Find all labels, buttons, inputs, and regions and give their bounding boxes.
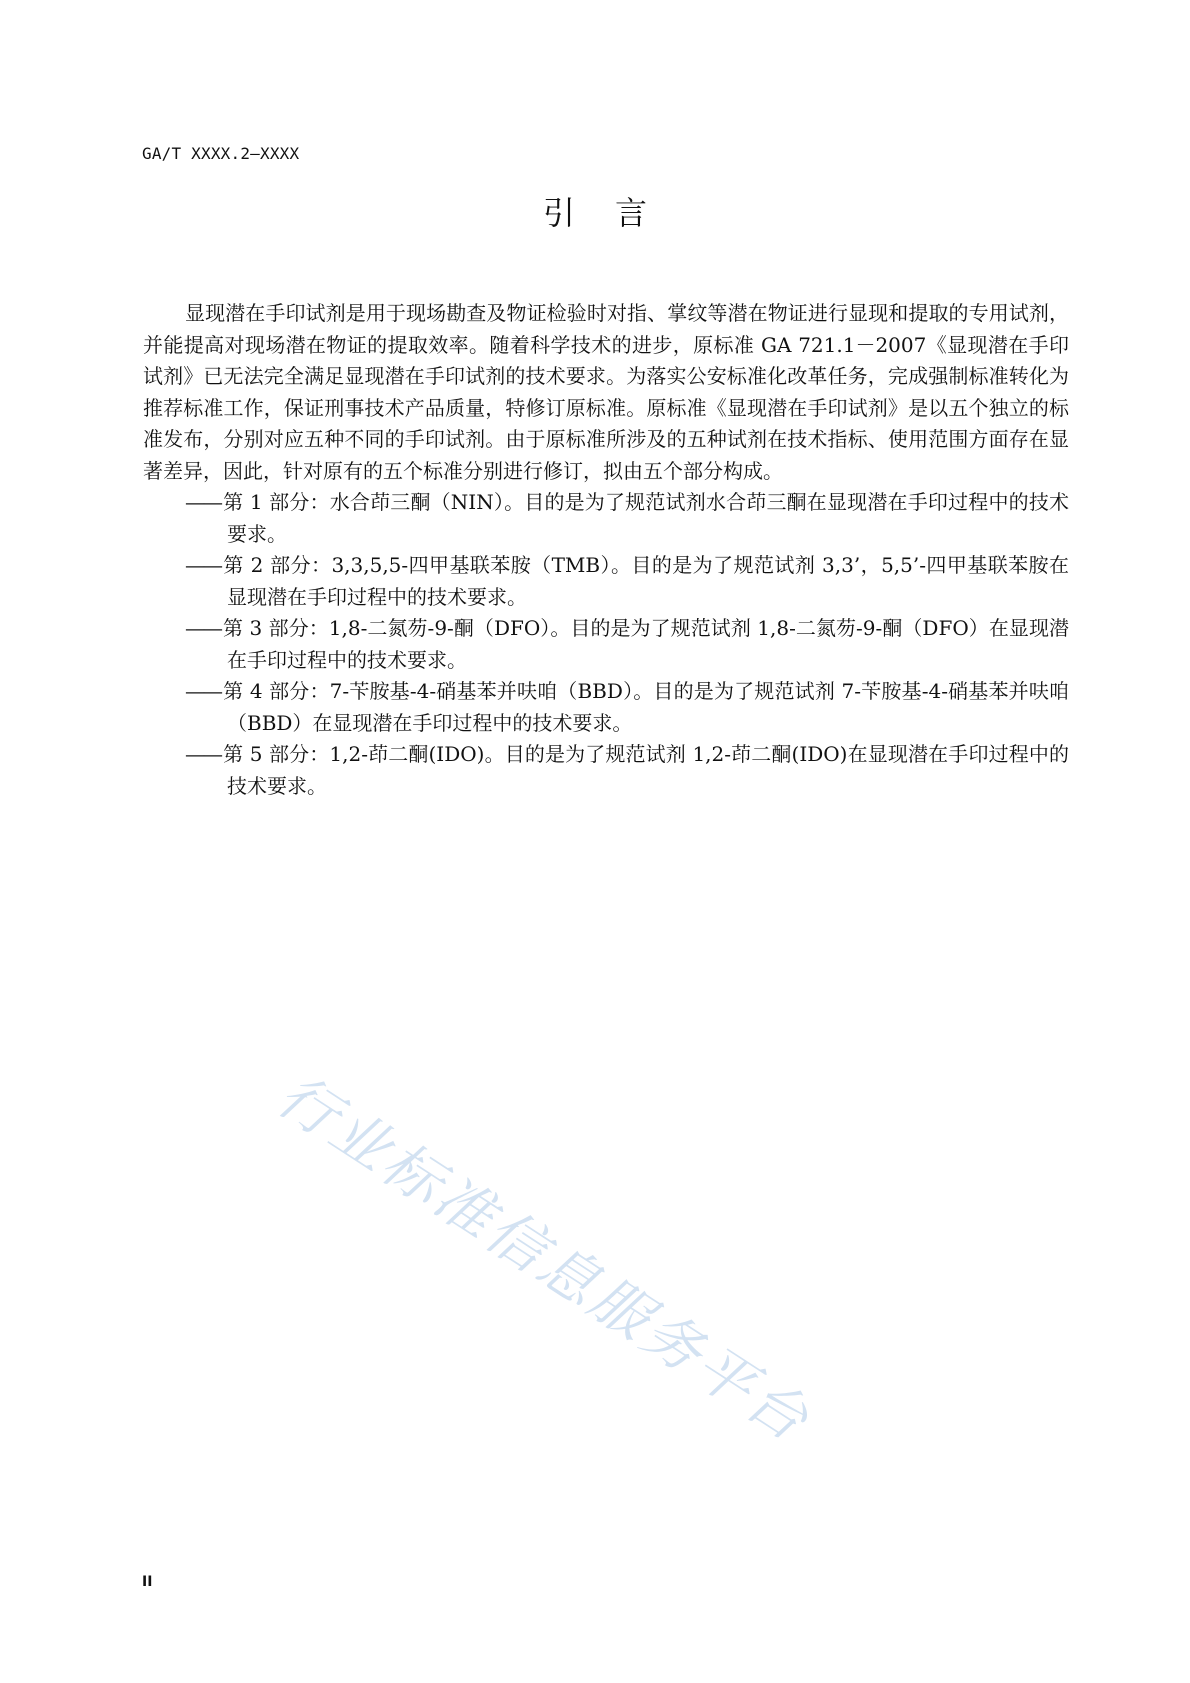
list-dash: —— [185,616,221,640]
list-item [143,739,1069,802]
list-item [143,487,1069,550]
list-dash: —— [185,553,221,577]
intro-paragraph: 显现潜在手印试剂是用于现场勘查及物证检验时对指、掌纹等潜在物证进行显现和提取的专用试剂，并能提高对现场潜在物证的提取效率。随着科学技术的进步，原标准 GA 721.1－2007《显现潜在手印试剂》已无法完全满足显现潜在手印试剂的技术要求。为落实公安标准化改革任务，完成强制标准转化为推荐标准工作，保证刑事技术产品质量，特修订原标准。原标准《显现潜在手印试剂》是以五个独立的标准发布，分别对应五种不同的手印试剂。由于原标准所涉及的五种试剂在技术指标、使用范围方面存在显著差异，因此，针对原有的五个标准分别进行修订，拟由五个部分构成。 [143,301,1069,483]
list-item [143,550,1069,613]
list-dash: —— [185,490,221,514]
page-number: II [142,1574,153,1590]
list-item [143,676,1069,739]
list-item-text: 第 4 部分：7-苄胺基-4-硝基苯并呋咱（BBD）。目的是为了规范试剂 7-苄胺基-4-硝基苯并呋咱（BBD）在显现潜在手印过程中的技术要求。 [223,679,1069,735]
list-item-text: 第 2 部分：3,3,5,5-四甲基联苯胺（TMB）。目的是为了规范试剂 3,3’，5,5’-四甲基联苯胺在显现潜在手印过程中的技术要求。 [223,553,1069,609]
page-title: 引言 [542,194,687,232]
list-dash: —— [185,742,221,766]
main-content [143,298,1069,802]
watermark: 行业标准信息服务平台 [265,1060,823,1456]
list-item-text: 第 1 部分：水合茚三酮（NIN）。目的是为了规范试剂水合茚三酮在显现潜在手印过程中的技术要求。 [223,490,1069,546]
list-dash: —— [185,679,221,703]
parts-list [143,487,1069,802]
list-item-text: 第 3 部分：1,8-二氮芴-9-酮（DFO）。目的是为了规范试剂 1,8-二氮芴-9-酮（DFO）在显现潜在手印过程中的技术要求。 [223,616,1069,672]
list-item-text: 第 5 部分：1,2-茚二酮(IDO)。目的是为了规范试剂 1,2-茚二酮(IDO)在显现潜在手印过程中的技术要求。 [223,742,1069,798]
document-code: GA/T XXXX.2—XXXX [142,144,300,163]
list-item [143,613,1069,676]
